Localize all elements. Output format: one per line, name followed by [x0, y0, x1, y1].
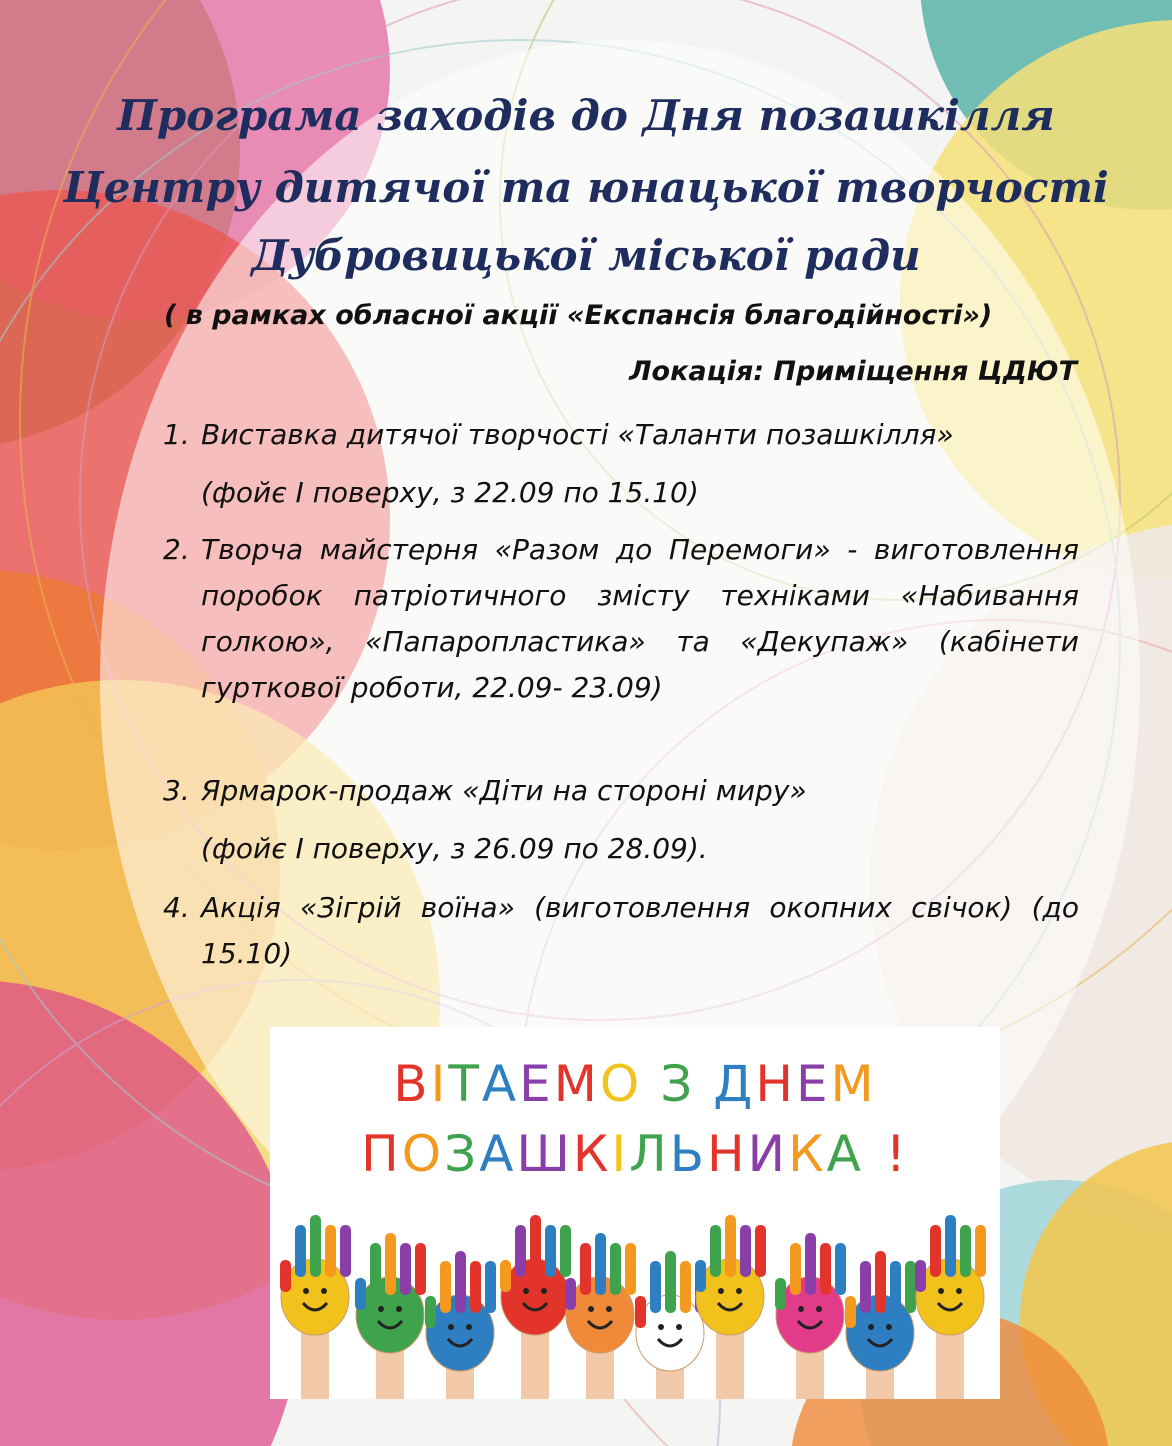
banner-exclamation: !	[885, 1125, 909, 1183]
banner-letter: М	[830, 1055, 877, 1113]
banner-letter: Ь	[669, 1125, 708, 1183]
banner-letter: П	[361, 1125, 402, 1183]
banner-letter: Т	[448, 1055, 482, 1113]
banner-letter: О	[599, 1055, 643, 1113]
banner-letter: К	[572, 1125, 612, 1183]
painted-hand	[845, 1251, 916, 1399]
painted-hand	[775, 1233, 846, 1399]
title-line-2: Центру дитячої та юнацької творчості	[63, 163, 1109, 212]
banner-letter: Е	[519, 1055, 554, 1113]
painted-hand	[565, 1233, 636, 1399]
painted-hand	[280, 1215, 351, 1399]
banner-letter: І	[430, 1055, 449, 1113]
painted-hand	[695, 1215, 766, 1399]
banner-letter: І	[611, 1125, 630, 1183]
item-text: Ярмарок-продаж «Діти на стороні миру»	[201, 774, 807, 807]
banner-letter: А	[481, 1055, 520, 1113]
banner-letter: Л	[629, 1125, 670, 1183]
item-text: Творча майстерня «Разом до Перемоги» - виготовлення поробок патріотичного змісту техніками «Набивання голкою», «Папаропластика» та «Декупаж» (кабінети гурткової роботи, 22.09- 23.09)	[201, 533, 1079, 704]
banner-letter: И	[747, 1125, 789, 1183]
banner-letter: К	[788, 1125, 827, 1183]
banner-letter: А	[826, 1125, 864, 1183]
program-item-3	[163, 768, 1079, 872]
item-text: Виставка дитячої творчості «Таланти позашкілля»	[201, 418, 954, 451]
painted-hand	[355, 1233, 426, 1399]
item-text: Акція «Зігрій воїна» (виготовлення окопних свічок) (до 15.10)	[201, 891, 1079, 970]
painted-hands-illustration	[270, 1027, 1000, 1399]
greeting-banner	[270, 1027, 1000, 1399]
item-number: 1.	[163, 418, 190, 451]
painted-hand	[500, 1215, 571, 1399]
banner-letter: Н	[707, 1125, 748, 1183]
item-details: (фойє І поверху, з 22.09 по 15.10)	[201, 476, 699, 509]
item-number: 4.	[163, 891, 190, 924]
banner-letter: З	[660, 1055, 696, 1113]
banner-letter: В	[393, 1055, 431, 1113]
banner-letter: О	[401, 1125, 445, 1183]
item-number: 3.	[163, 774, 190, 807]
banner-letter: З	[444, 1125, 480, 1183]
banner-letter: Ш	[516, 1125, 573, 1183]
item-details: (фойє І поверху, з 26.09 по 28.09).	[201, 832, 708, 865]
location: Локація: Приміщення ЦДЮТ	[629, 356, 1077, 387]
painted-hand	[915, 1215, 986, 1399]
program-item-1	[163, 412, 1079, 516]
program-item-2	[163, 527, 1079, 711]
painted-hand	[425, 1251, 496, 1399]
title-line-3: Дубровицької міської ради	[251, 231, 921, 280]
title-line-1: Програма заходів до Дня позашкілля	[117, 91, 1055, 140]
banner-letter: А	[479, 1125, 517, 1183]
program-item-4	[163, 885, 1079, 977]
banner-letter: Н	[755, 1055, 796, 1113]
banner-letter: М	[553, 1055, 600, 1113]
subtitle: ( в рамках обласної акції «Експансія благодійності»)	[164, 300, 993, 331]
banner-letter: Е	[795, 1055, 831, 1113]
banner-letter: Д	[713, 1055, 756, 1113]
item-number: 2.	[163, 533, 190, 566]
